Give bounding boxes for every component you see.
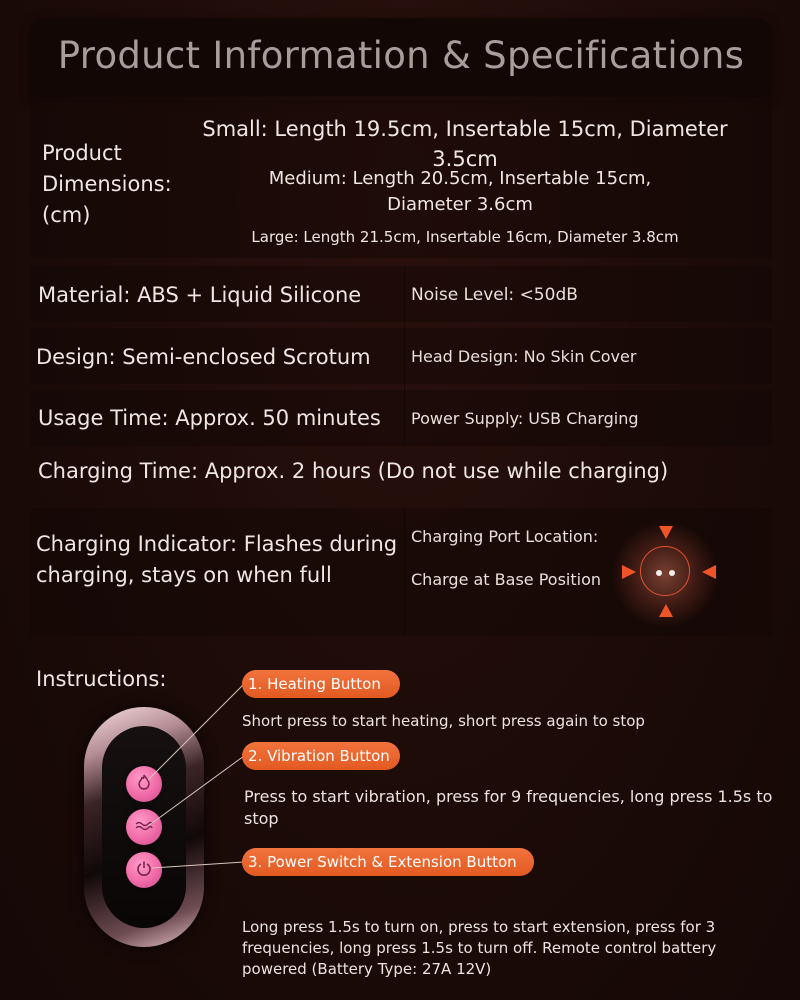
power-supply-spec: Power Supply: USB Charging: [411, 409, 639, 428]
port-location-value: Charge at Base Position: [411, 570, 602, 589]
dimension-small: Small: Length 19.5cm, Insertable 15cm, Diameter 3.5cm: [202, 117, 728, 171]
dimension-large: Large: Length 21.5cm, Insertable 16cm, Diameter 3.8cm: [251, 228, 679, 246]
dimension-medium: Medium: Length 20.5cm, Insertable 15cm, Diameter 3.6cm: [268, 168, 652, 215]
heating-button-description: Short press to start heating, short press again to stop: [242, 712, 645, 730]
charging-time-spec: Charging Time: Approx. 2 hours (Do not use while charging): [38, 459, 669, 483]
head-design-spec: Head Design: No Skin Cover: [411, 347, 637, 366]
dimensions-label: Product Dimensions: (cm): [42, 141, 172, 227]
port-location-label: Charging Port Location:: [411, 527, 599, 546]
heating-button-label: 1. Heating Button: [242, 670, 400, 698]
usage-time-spec: Usage Time: Approx. 50 minutes: [38, 406, 381, 430]
page-title: Product Information & Specifications: [57, 34, 745, 77]
design-spec: Design: Semi-enclosed Scrotum: [36, 345, 371, 369]
material-spec: Material: ABS + Liquid Silicone: [38, 283, 362, 307]
vibration-button-label: 2. Vibration Button: [242, 742, 400, 770]
vibration-button-description: Press to start vibration, press for 9 frequencies, long press 1.5s to stop: [244, 787, 773, 828]
power-button-description: Long press 1.5s to turn on, press to start extension, press for 3 frequencies, long press 1.5s to turn off. Remote control battery powered (Battery Type: 27A 12V): [242, 918, 717, 978]
charging-indicator-spec: Charging Indicator: Flashes during charging, stays on when full: [36, 532, 398, 587]
instructions-heading: Instructions:: [36, 667, 167, 691]
noise-spec: Noise Level: <50dB: [411, 285, 578, 305]
power-button-label: 3. Power Switch & Extension Button: [242, 848, 534, 876]
